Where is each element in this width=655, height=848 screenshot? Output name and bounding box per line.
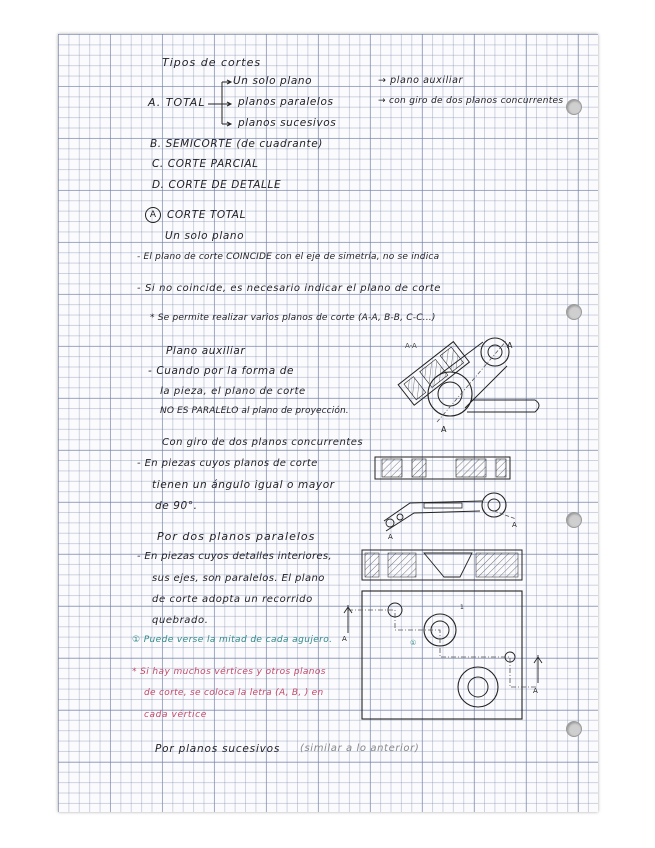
- section-a-title: CORTE TOTAL: [167, 209, 247, 221]
- label-a: A: [388, 533, 393, 541]
- type-d-label: D. CORTE DE DETALLE: [152, 179, 282, 191]
- type-c-label: C. CORTE PARCIAL: [152, 158, 259, 170]
- red-note-3: cada vértice: [144, 710, 207, 720]
- giro-line-1: - En piezas cuyos planos de corte: [137, 458, 318, 469]
- giro-line-3: de 90°.: [155, 500, 198, 512]
- note-line-2: - Si no coincide, es necesario indicar el plano de corte: [137, 283, 442, 294]
- binder-hole: [566, 512, 582, 528]
- subheading-planos-sucesivos: Por planos sucesivos: [155, 743, 281, 755]
- auxiliary-plane-figure: [395, 330, 545, 435]
- concurrent-planes-figure: [370, 455, 520, 540]
- label-a: A: [441, 425, 447, 434]
- type-a-label: A. TOTAL: [148, 96, 206, 109]
- type-b-label: B. SEMICORTE (de cuadrante): [150, 138, 323, 150]
- red-note-1: * Si hay muchos vértices y otros planos: [132, 667, 326, 677]
- red-note-2: de corte, se coloca la letra (A, B, ) en: [144, 688, 324, 698]
- subheading-con-giro: Con giro de dos planos concurrentes: [162, 437, 364, 448]
- subheading-planos-paralelos: Por dos planos paralelos: [157, 530, 316, 543]
- sucesivos-note: (similar a lo anterior): [300, 743, 420, 754]
- giro-line-2: tienen un ángulo igual o mayor: [152, 479, 335, 491]
- par-line-2: sus ejes, son paralelos. El plano: [152, 573, 325, 584]
- page-title: Tipos de cortes: [162, 56, 262, 69]
- label-a-a: A-A: [405, 342, 417, 350]
- label-circled-one: ①: [410, 639, 417, 647]
- teal-note: ① Puede verse la mitad de cada agujero.: [132, 635, 333, 645]
- subheading-un-solo-plano: Un solo plano: [165, 230, 245, 242]
- section-a-marker: A: [145, 207, 161, 223]
- note-line-1: - El plano de corte COINCIDE con el eje de simetría, no se indica: [137, 252, 440, 262]
- label-a: A: [533, 687, 538, 695]
- aux-line-2: la pieza, el plano de corte: [160, 386, 306, 397]
- a-arrow-1: → plano auxiliar: [378, 75, 464, 86]
- par-line-1: - En piezas cuyos detalles interiores,: [137, 551, 332, 562]
- aux-line-3: NO ES PARALELO al plano de proyección.: [160, 406, 349, 416]
- binder-hole: [566, 721, 582, 737]
- par-line-3: de corte adopta un recorrido: [152, 594, 313, 605]
- a-item-3: planos sucesivos: [238, 117, 337, 129]
- binder-hole: [566, 304, 582, 320]
- label-a: A: [342, 635, 347, 643]
- label-one: 1: [460, 604, 464, 611]
- label-a: A: [512, 521, 517, 529]
- parallel-planes-figure: [340, 545, 540, 725]
- note-line-3: * Se permite realizar varios planos de corte (A-A, B-B, C-C...): [150, 313, 436, 323]
- a-item-2: planos paralelos: [238, 96, 334, 108]
- par-line-4: quebrado.: [152, 615, 209, 626]
- a-arrow-2: → con giro de dos planos concurrentes: [378, 96, 564, 106]
- subheading-plano-auxiliar: Plano auxiliar: [166, 345, 246, 357]
- binder-hole: [566, 99, 582, 115]
- a-item-1: Un solo plano: [233, 75, 313, 87]
- label-a: A: [507, 341, 513, 350]
- aux-line-1: - Cuando por la forma de: [148, 365, 295, 377]
